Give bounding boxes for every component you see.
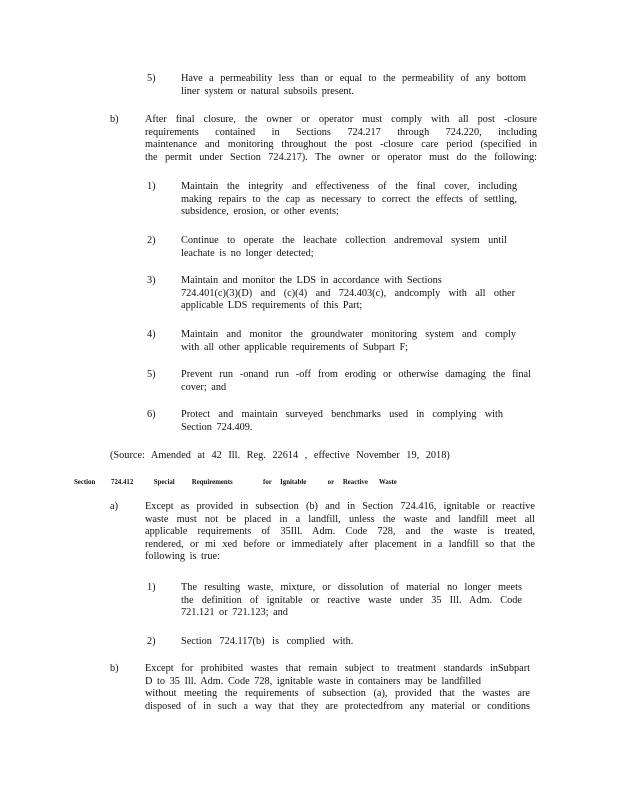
- text-line: Except as provided in subsection (b) and in Section 724.416, ignitable or reactive: [145, 501, 535, 512]
- text-line: The resulting waste, mixture, or dissolution of material no longer meets: [181, 582, 522, 593]
- text-line: cover; and: [181, 381, 227, 393]
- subsection-text: [145, 501, 535, 564]
- list-item-text: [181, 329, 516, 354]
- text-line: Maintain the integrity and effectiveness of the final cover, including: [181, 181, 517, 192]
- subsection-text: [145, 114, 537, 164]
- section-title-word: Reactive: [342, 478, 368, 486]
- list-item-text: [181, 181, 517, 219]
- list-number: 2): [147, 235, 156, 246]
- subsection-label: a): [110, 501, 118, 512]
- text-line: leachate is no longer detected;: [181, 247, 314, 259]
- list-item-text: [181, 235, 507, 260]
- text-line: requirements contained in Sections 724.217 through 724.220, including: [145, 126, 537, 138]
- list-item-text: [181, 369, 531, 394]
- text-line: 724.401(c)(3)(D) and (c)(4) and 724.403(c), andcomply with all other: [181, 287, 515, 299]
- text-line: Section 724.117(b) is complied with.: [181, 636, 354, 647]
- text-line: following is true:: [145, 551, 220, 562]
- text-line: with all other applicable requirements of Subpart F;: [181, 341, 409, 353]
- list-number: 5): [147, 73, 156, 84]
- text-line: Maintain and monitor the groundwater monitoring system and comply: [181, 329, 516, 340]
- list-number: 1): [147, 582, 156, 593]
- list-number: 6): [147, 409, 156, 420]
- subsection-label: b): [110, 663, 119, 674]
- text-line: making repairs to the cap as necessary to correct the effects of settling,: [181, 193, 517, 205]
- text-line: (Source: Amended at 42 Ill. Reg. 22614 , effective November 19, 2018): [110, 450, 450, 461]
- list-item-text: [181, 409, 503, 434]
- section-title-word: Ignitable: [280, 478, 307, 486]
- list-number: 2): [147, 636, 156, 647]
- list-number: 3): [147, 275, 156, 286]
- text-line: maintenance and monitoring throughout the post -closure care period (specified in: [145, 139, 537, 150]
- text-line: Prevent run -onand run -off from eroding or otherwise damaging the final: [181, 369, 531, 380]
- section-number: 724.412: [111, 478, 134, 486]
- list-item-text: [181, 582, 522, 620]
- section-title-word: Requirements: [191, 478, 233, 486]
- section-word: Section: [74, 478, 96, 486]
- text-line: waste must not be placed in a landfill, unless the waste and landfill meet all: [145, 513, 535, 525]
- text-line: without meeting the requirements of subsection (a), provided that the wastes are: [145, 688, 530, 699]
- section-title-word: for: [263, 478, 272, 486]
- source-note: [110, 450, 450, 463]
- text-line: After final closure, the owner or operator must comply with all post -closure: [145, 114, 537, 125]
- text-line: the permit under Section 724.217). The owner or operator must do the following:: [145, 151, 537, 163]
- subsection-label: b): [110, 114, 119, 125]
- text-line: Maintain and monitor the LDS in accordance with Sections: [181, 275, 442, 286]
- text-line: the definition of ignitable or reactive waste under 35 Ill. Adm. Code: [181, 594, 522, 606]
- text-line: Protect and maintain surveyed benchmarks used in complying with: [181, 409, 503, 420]
- text-line: Except for prohibited wastes that remain subject to treatment standards inSubpart: [145, 663, 530, 674]
- section-title-word: or: [327, 478, 335, 486]
- text-line: rendered, or mi xed before or immediately after placement in a landfill so that the: [145, 538, 535, 550]
- text-line: Continue to operate the leachate collection andremoval system until: [181, 235, 507, 246]
- list-number: 5): [147, 369, 156, 380]
- text-line: Section 724.409.: [181, 421, 253, 433]
- text-line: applicable requirements of 35Ill. Adm. Code 728, and the waste is treated,: [145, 526, 535, 537]
- list-item-text: [181, 636, 353, 649]
- section-title-word: Waste: [378, 478, 397, 486]
- section-title-word: Special: [153, 478, 175, 486]
- text-line: 721.121 or 721.123; and: [181, 607, 288, 618]
- text-line: disposed of in such a way that they are protectedfrom any material or conditions: [145, 700, 530, 712]
- list-item-text: [181, 275, 515, 313]
- text-line: Have a permeability less than or equal to the permeability of any bottom: [181, 73, 526, 84]
- text-line: D to 35 Ill. Adm. Code 728, ignitable waste in containers may be landfilled: [145, 675, 481, 687]
- list-item-text: [181, 73, 526, 98]
- text-line: subsidence, erosion, or other events;: [181, 206, 339, 217]
- list-number: 1): [147, 181, 156, 192]
- subsection-text: [145, 663, 530, 713]
- text-line: liner system or natural subsoils present.: [181, 85, 355, 97]
- list-number: 4): [147, 329, 156, 340]
- text-line: applicable LDS requirements of this Part;: [181, 300, 363, 311]
